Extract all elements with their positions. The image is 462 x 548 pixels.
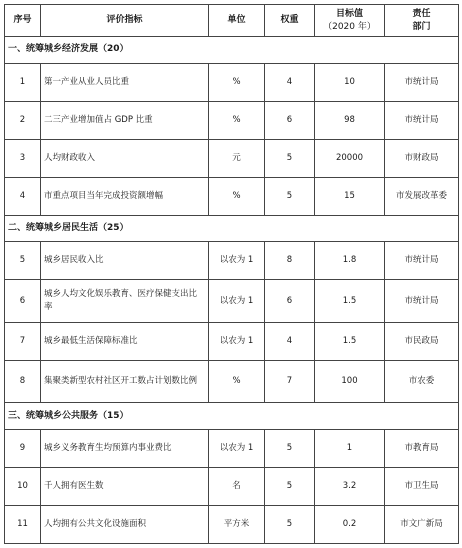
row-number: 7: [5, 322, 41, 360]
header-seq: 序号: [5, 5, 41, 37]
row-weight: 5: [265, 177, 315, 215]
row-unit: 以农为 1: [209, 430, 265, 468]
row-dept: 市统计局: [385, 242, 459, 280]
section-title: 一、统筹城乡经济发展（20）: [5, 37, 459, 64]
row-indicator: 城乡居民收入比: [41, 242, 209, 280]
row-dept: 市统计局: [385, 101, 459, 139]
row-weight: 7: [265, 360, 315, 402]
row-number: 4: [5, 177, 41, 215]
row-weight: 6: [265, 101, 315, 139]
row-indicator: 第一产业从业人员比重: [41, 63, 209, 101]
row-unit: 以农为 1: [209, 322, 265, 360]
row-weight: 5: [265, 139, 315, 177]
row-dept: 市民政局: [385, 322, 459, 360]
row-indicator: 人均财政收入: [41, 139, 209, 177]
table-row: [5, 322, 459, 360]
row-unit: 平方米: [209, 505, 265, 543]
row-unit: 名: [209, 468, 265, 506]
row-weight: 8: [265, 242, 315, 280]
row-dept: 市卫生局: [385, 468, 459, 506]
row-unit: %: [209, 63, 265, 101]
row-indicator: 千人拥有医生数: [41, 468, 209, 506]
section-title: 二、统筹城乡居民生活（25）: [5, 215, 459, 242]
row-indicator: 二三产业增加值占 GDP 比重: [41, 101, 209, 139]
row-number: 8: [5, 360, 41, 402]
row-indicator: 集聚类新型农村社区开工数占计划数比例: [41, 360, 209, 402]
table-row: [5, 505, 459, 543]
header-indicator: 评价指标: [41, 5, 209, 37]
row-number: 11: [5, 505, 41, 543]
row-number: 3: [5, 139, 41, 177]
row-indicator: 人均拥有公共文化设施面积: [41, 505, 209, 543]
row-indicator: 城乡义务教育生均预算内事业费比: [41, 430, 209, 468]
header-unit: 单位: [209, 5, 265, 37]
row-target: 1.5: [315, 280, 385, 322]
row-dept: 市统计局: [385, 63, 459, 101]
row-unit: 以农为 1: [209, 280, 265, 322]
row-number: 1: [5, 63, 41, 101]
header-weight: 权重: [265, 5, 315, 37]
row-weight: 4: [265, 322, 315, 360]
row-target: 98: [315, 101, 385, 139]
section-row: [5, 215, 459, 242]
section-row: [5, 37, 459, 64]
table-row: [5, 177, 459, 215]
row-weight: 5: [265, 505, 315, 543]
row-target: 0.2: [315, 505, 385, 543]
row-target: 1: [315, 430, 385, 468]
row-indicator: 城乡人均文化娱乐教育、医疗保健支出比率: [41, 280, 209, 322]
row-unit: %: [209, 101, 265, 139]
row-dept: 市农委: [385, 360, 459, 402]
header-target: [315, 5, 385, 37]
row-dept: 市文广新局: [385, 505, 459, 543]
row-weight: 5: [265, 468, 315, 506]
row-weight: 6: [265, 280, 315, 322]
row-dept: 市财政局: [385, 139, 459, 177]
row-weight: 4: [265, 63, 315, 101]
table-row: [5, 360, 459, 402]
section-title: 三、统筹城乡公共服务（15）: [5, 403, 459, 430]
table-row: [5, 139, 459, 177]
header-target-line2: （2020 年）: [323, 21, 376, 32]
row-unit: %: [209, 360, 265, 402]
header-resp-line2: 部门: [412, 21, 431, 32]
row-indicator: 城乡最低生活保障标准比: [41, 322, 209, 360]
row-dept: 市统计局: [385, 280, 459, 322]
row-number: 10: [5, 468, 41, 506]
row-target: 1.5: [315, 322, 385, 360]
row-unit: 以农为 1: [209, 242, 265, 280]
row-target: 10: [315, 63, 385, 101]
row-weight: 5: [265, 430, 315, 468]
row-unit: 元: [209, 139, 265, 177]
row-target: 100: [315, 360, 385, 402]
header-target-line1: 目标值: [335, 8, 363, 19]
row-dept: 市教育局: [385, 430, 459, 468]
row-number: 6: [5, 280, 41, 322]
row-number: 5: [5, 242, 41, 280]
table-row: [5, 430, 459, 468]
row-indicator: 市重点项目当年完成投资额增幅: [41, 177, 209, 215]
row-number: 2: [5, 101, 41, 139]
row-unit: %: [209, 177, 265, 215]
row-number: 9: [5, 430, 41, 468]
row-target: 15: [315, 177, 385, 215]
table-header-row: [5, 5, 459, 37]
row-target: 20000: [315, 139, 385, 177]
row-target: 3.2: [315, 468, 385, 506]
table-row: [5, 280, 459, 322]
row-target: 1.8: [315, 242, 385, 280]
table-row: [5, 468, 459, 506]
table-row: [5, 101, 459, 139]
row-dept: 市发展改革委: [385, 177, 459, 215]
section-row: [5, 403, 459, 430]
table-row: [5, 242, 459, 280]
header-resp-line1: 责任: [412, 8, 431, 19]
header-responsible-dept: [385, 5, 459, 37]
indicator-table: [4, 4, 459, 544]
table-row: [5, 63, 459, 101]
